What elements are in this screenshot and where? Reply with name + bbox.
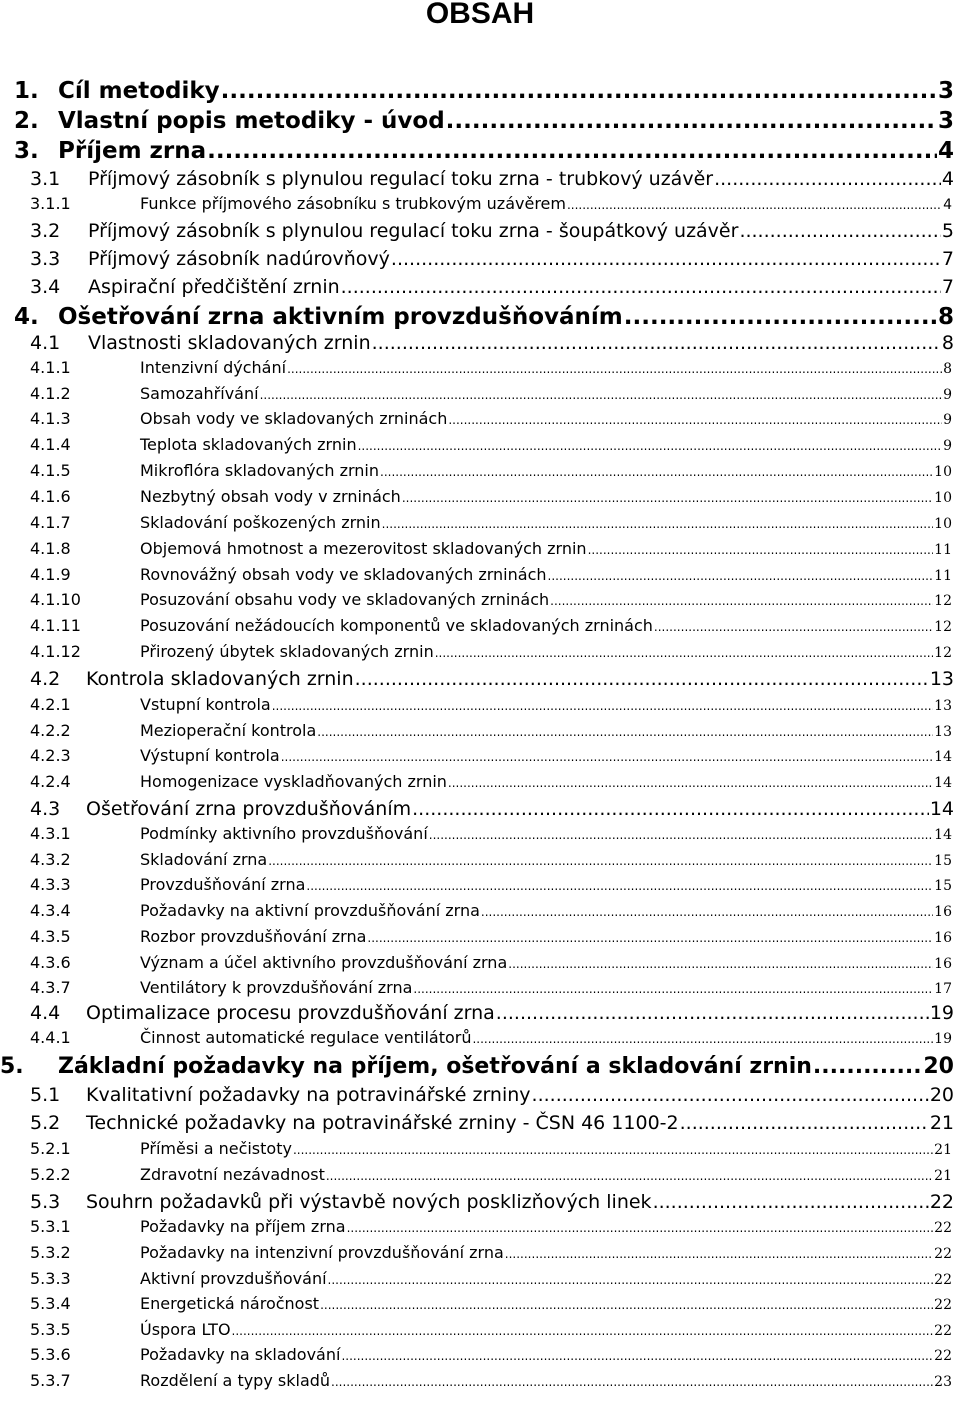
toc-entry-number: 4.1.6 <box>30 487 71 506</box>
toc-entry-title: Aspirační předčištění zrnin <box>88 276 340 298</box>
toc-entry-title: Homogenizace vyskladňovaných zrnin <box>140 772 447 791</box>
toc-entry[interactable] <box>0 461 960 480</box>
toc-entry-leader <box>413 982 933 996</box>
toc-entry-title: Přirozený úbytek skladovaných zrnin <box>140 642 434 661</box>
toc-entry-leader <box>624 304 937 330</box>
toc-entry-leader <box>402 491 933 505</box>
toc-entry-page: 22 <box>934 1297 952 1313</box>
toc-entry-number: 4.1.12 <box>30 642 81 661</box>
toc-entry-leader <box>326 1169 933 1183</box>
toc-entry-number: 3. <box>14 138 39 164</box>
toc-entry-title: Skladování poškozených zrnin <box>140 513 381 532</box>
toc-entry-number: 4.3.7 <box>30 978 71 997</box>
toc-entry-number: 5.2.1 <box>30 1139 71 1158</box>
toc-entry-number: 5.3.7 <box>30 1371 71 1390</box>
toc-entry-number: 4.3.4 <box>30 901 71 920</box>
toc-entry-title: Požadavky na skladování <box>140 1345 341 1364</box>
toc-entry-page: 11 <box>934 542 952 558</box>
toc-entry[interactable] <box>0 1371 960 1390</box>
toc-entry-leader <box>347 1221 934 1235</box>
toc-entry-number: 1. <box>14 78 39 104</box>
toc-entry-title: Samozahřívání <box>140 384 259 403</box>
toc-entry-page: 16 <box>934 930 952 946</box>
toc-entry-leader <box>207 138 937 164</box>
toc-entry-leader <box>429 828 933 842</box>
toc-entry-page: 20 <box>929 1084 954 1106</box>
toc-entry-leader <box>232 1324 934 1338</box>
toc-entry-number: 5.3 <box>30 1191 61 1213</box>
toc-entry-leader <box>813 1054 922 1079</box>
toc-entry[interactable] <box>0 978 960 997</box>
toc-entry-leader <box>358 439 943 453</box>
toc-entry-leader <box>293 1143 933 1157</box>
toc-entry-number: 4.3.6 <box>30 953 71 972</box>
toc-entry-number: 5.3.3 <box>30 1269 71 1288</box>
toc-entry-number: 4.1 <box>30 332 61 354</box>
toc-entry-page: 22 <box>929 1191 954 1213</box>
toc-entry-leader <box>355 668 929 690</box>
toc-entry-title: Obsah vody ve skladovaných zrninách <box>140 409 448 428</box>
toc-entry-number: 4.4.1 <box>30 1028 71 1047</box>
toc-entry-page: 14 <box>934 749 952 765</box>
toc-entry-leader <box>714 168 941 190</box>
toc-entry-page: 11 <box>934 568 952 584</box>
toc-entry-leader <box>260 388 943 402</box>
toc-entry-title: Zdravotní nezávadnost <box>140 1165 325 1184</box>
toc-entry[interactable] <box>0 927 960 946</box>
toc-entry-number: 4.1.7 <box>30 513 71 532</box>
toc-entry-page: 4 <box>937 138 954 164</box>
toc-entry-leader <box>391 248 941 270</box>
toc-entry-title: Ošetřování zrna provzdušňováním <box>86 798 412 820</box>
toc-entry-number: 5.1 <box>30 1084 61 1106</box>
toc-entry-page: 20 <box>923 1054 954 1079</box>
toc-entry-page: 17 <box>934 981 952 997</box>
toc-entry-title: Podmínky aktivního provzdušňování <box>140 824 428 843</box>
toc-entry[interactable] <box>0 1165 960 1184</box>
toc-entry-number: 5.2.2 <box>30 1165 71 1184</box>
toc-entry-title: Příměsi a nečistoty <box>140 1139 292 1158</box>
toc-entry-page: 16 <box>934 904 952 920</box>
toc-entry-page: 22 <box>934 1220 952 1236</box>
toc-entry-page: 3 <box>937 108 954 134</box>
toc-entry-page: 8 <box>943 361 952 377</box>
toc-entry-page: 22 <box>934 1323 952 1339</box>
toc-entry-number: 4.3.1 <box>30 824 71 843</box>
toc-entry-leader <box>328 1273 934 1287</box>
toc-entry[interactable] <box>0 513 960 532</box>
toc-entry[interactable] <box>0 1345 960 1364</box>
toc-entry-number: 4.3.3 <box>30 875 71 894</box>
toc-entry-page: 21 <box>929 1112 954 1134</box>
toc-entry-page: 5 <box>941 220 954 242</box>
toc-entry-number: 4.2 <box>30 668 61 690</box>
toc-entry-number: 3.4 <box>30 276 61 298</box>
toc-entry-number: 5.3.5 <box>30 1320 71 1339</box>
toc-entry-title: Kvalitativní požadavky na potravinářské zrniny <box>86 1084 531 1106</box>
toc-entry-number: 3.3 <box>30 248 61 270</box>
toc-entry-page: 23 <box>934 1374 952 1390</box>
toc-entry[interactable] <box>0 435 960 454</box>
toc-entry-leader <box>367 931 933 945</box>
toc-entry[interactable] <box>0 824 960 843</box>
toc-entry-title: Energetická náročnost <box>140 1294 320 1313</box>
toc-entry[interactable] <box>0 772 960 791</box>
toc-entry-title: Vstupní kontrola <box>140 695 271 714</box>
toc-entry-title: Posuzování obsahu vody ve skladovaných zrninách <box>140 590 550 609</box>
toc-entry-number: 4.2.4 <box>30 772 71 791</box>
toc-entry-page: 10 <box>934 464 952 480</box>
toc-entry-page: 15 <box>934 853 952 869</box>
toc-entry-number: 2. <box>14 108 39 134</box>
toc-entry[interactable] <box>0 721 960 740</box>
toc-entry-leader <box>341 1349 933 1363</box>
toc-entry[interactable] <box>0 78 960 104</box>
toc-entry-page: 9 <box>943 438 952 454</box>
toc-entry-number: 4.2.2 <box>30 721 71 740</box>
toc-entry-title: Souhrn požadavků při výstavbě nových posklizňových linek <box>86 1191 652 1213</box>
toc-entry[interactable] <box>0 642 960 661</box>
toc-entry-number: 3.2 <box>30 220 61 242</box>
toc-entry-title: Rovnovážný obsah vody ve skladovaných zrninách <box>140 565 547 584</box>
toc-entry[interactable] <box>0 332 960 354</box>
toc-entry-page: 13 <box>929 668 954 690</box>
toc-entry-number: 5.3.2 <box>30 1243 71 1262</box>
toc-entry-title: Provzdušňování zrna <box>140 875 306 894</box>
toc-entry-page: 14 <box>934 775 952 791</box>
toc-entry-title: Technické požadavky na potravinářské zrniny - ČSN 46 1100-2 <box>86 1112 679 1134</box>
toc-entry-leader <box>654 620 933 634</box>
toc-entry-page: 12 <box>934 645 952 661</box>
toc-entry[interactable] <box>0 1002 960 1024</box>
toc-entry[interactable] <box>0 1217 960 1236</box>
toc-entry-number: 4. <box>14 304 39 330</box>
toc-entry-page: 8 <box>937 304 954 330</box>
toc-entry-leader <box>550 594 933 608</box>
toc-entry-leader <box>382 517 934 531</box>
toc-entry[interactable] <box>0 668 960 690</box>
toc-entry-title: Optimalizace procesu provzdušňování zrna <box>86 1002 495 1024</box>
toc-entry-title: Cíl metodiky <box>58 78 220 104</box>
toc-entry-page: 9 <box>943 412 952 428</box>
toc-entry-number: 4.1.10 <box>30 590 81 609</box>
toc-entry-leader <box>653 1191 929 1213</box>
toc-entry[interactable] <box>0 875 960 894</box>
toc-entry-number: 4.1.9 <box>30 565 71 584</box>
toc-entry-title: Aktivní provzdušňování <box>140 1269 327 1288</box>
toc-entry-number: 5.3.6 <box>30 1345 71 1364</box>
toc-entry-leader <box>331 1375 933 1389</box>
toc-entry-title: Intenzivní dýchání <box>140 358 287 377</box>
toc-entry[interactable] <box>0 901 960 920</box>
toc-entry-leader <box>281 750 933 764</box>
toc-entry-title: Ventilátory k provzdušňování zrna <box>140 978 413 997</box>
toc-entry-leader <box>588 543 934 557</box>
toc-entry[interactable] <box>0 1028 960 1047</box>
toc-entry-leader <box>448 413 942 427</box>
toc-entry-number: 4.1.8 <box>30 539 71 558</box>
toc-entry-leader <box>272 699 933 713</box>
toc-entry-title: Příjem zrna <box>58 138 207 164</box>
toc-entry[interactable] <box>0 1243 960 1262</box>
toc-entry-leader <box>268 854 933 868</box>
toc-entry[interactable] <box>0 168 960 190</box>
toc-entry[interactable] <box>0 590 960 609</box>
toc-entry-page: 13 <box>934 698 952 714</box>
toc-entry-title: Vlastní popis metodiky - úvod <box>58 108 445 134</box>
toc-entry-page: 22 <box>934 1246 952 1262</box>
toc-entry-number: 3.1 <box>30 168 61 190</box>
toc-entry[interactable] <box>0 358 960 377</box>
toc-entry-page: 15 <box>934 878 952 894</box>
toc-entry-page: 8 <box>941 332 954 354</box>
toc-entry[interactable] <box>0 409 960 428</box>
toc-entry-leader <box>380 465 933 479</box>
toc-entry[interactable] <box>0 138 960 164</box>
toc-entry-page: 7 <box>941 276 954 298</box>
toc-entry-page: 14 <box>929 798 954 820</box>
toc-entry-number: 4.2.3 <box>30 746 71 765</box>
toc-entry-title: Základní požadavky na příjem, ošetřování a skladování zrnin <box>58 1054 812 1079</box>
toc-entry-title: Mezioperační kontrola <box>140 721 317 740</box>
toc-entry[interactable] <box>0 194 960 213</box>
toc-entry-number: 5.3.4 <box>30 1294 71 1313</box>
toc-entry-leader <box>481 905 933 919</box>
toc-entry-number: 4.1.11 <box>30 616 81 635</box>
toc-entry[interactable] <box>0 850 960 869</box>
toc-entry-leader <box>739 220 940 242</box>
toc-entry[interactable] <box>0 539 960 558</box>
toc-entry-leader <box>412 798 929 820</box>
toc-entry-leader <box>221 78 937 104</box>
toc-entry[interactable] <box>0 1139 960 1158</box>
toc-entry[interactable] <box>0 108 960 134</box>
toc-entry-title: Rozdělení a typy skladů <box>140 1371 331 1390</box>
toc-entry-page: 10 <box>934 516 952 532</box>
toc-entry[interactable] <box>0 487 960 506</box>
toc-entry[interactable] <box>0 1191 960 1213</box>
toc-entry-leader <box>496 1002 929 1024</box>
toc-entry-number: 4.4 <box>30 1002 61 1024</box>
toc-entry-page: 3 <box>937 78 954 104</box>
toc-entry[interactable] <box>0 1112 960 1134</box>
toc-entry-page: 16 <box>934 956 952 972</box>
toc-entry-number: 4.3 <box>30 798 61 820</box>
toc-entry-number: 4.2.1 <box>30 695 71 714</box>
toc-entry-title: Rozbor provzdušňování zrna <box>140 927 367 946</box>
toc-entry-leader <box>317 725 933 739</box>
toc-entry[interactable] <box>0 1054 960 1079</box>
toc-entry-title: Úspora LTO <box>140 1320 231 1339</box>
toc-entry[interactable] <box>0 616 960 635</box>
toc-entry-title: Objemová hmotnost a mezerovitost skladovaných zrnin <box>140 539 587 558</box>
toc-entry-number: 4.3.2 <box>30 850 71 869</box>
toc-entry-page: 12 <box>934 619 952 635</box>
toc-entry[interactable] <box>0 384 960 403</box>
toc-entry-title: Mikroflóra skladovaných zrnin <box>140 461 379 480</box>
toc-entry-page: 9 <box>943 387 952 403</box>
toc-entry-page: 22 <box>934 1272 952 1288</box>
toc-entry-number: 4.1.2 <box>30 384 71 403</box>
toc-entry[interactable] <box>0 220 960 242</box>
toc-entry-number: 3.1.1 <box>30 194 71 213</box>
toc-entry[interactable] <box>0 695 960 714</box>
toc-entry[interactable] <box>0 276 960 298</box>
toc-entry-leader <box>446 108 937 134</box>
toc-entry-title: Příjmový zásobník s plynulou regulací toku zrna - šoupátkový uzávěr <box>88 220 739 242</box>
toc-entry-page: 13 <box>934 724 952 740</box>
toc-entry-page: 12 <box>934 593 952 609</box>
toc-entry-leader <box>505 1247 933 1261</box>
toc-entry-leader <box>472 1032 933 1046</box>
toc-entry-leader <box>680 1112 929 1134</box>
toc-entry-title: Činnost automatické regulace ventilátorů <box>140 1028 472 1047</box>
toc-entry-title: Požadavky na intenzivní provzdušňování zrna <box>140 1243 504 1262</box>
toc-entry-leader <box>341 276 941 298</box>
toc-entry-title: Význam a účel aktivního provzdušňování zrna <box>140 953 508 972</box>
toc-entry-leader <box>548 569 934 583</box>
toc-entry-leader <box>567 198 942 212</box>
toc-entry-leader <box>320 1298 933 1312</box>
toc-entry-leader <box>306 879 933 893</box>
toc-entry[interactable] <box>0 746 960 765</box>
toc-entry-number: 4.1.5 <box>30 461 71 480</box>
toc-entry-leader <box>372 332 941 354</box>
toc-entry-title: Požadavky na příjem zrna <box>140 1217 346 1236</box>
toc-entry[interactable] <box>0 1084 960 1106</box>
toc-entry-leader <box>448 776 933 790</box>
toc-entry-page: 21 <box>934 1142 952 1158</box>
toc-entry-page: 19 <box>934 1031 952 1047</box>
toc-entry[interactable] <box>0 953 960 972</box>
toc-entry-leader <box>508 957 933 971</box>
toc-entry-title: Požadavky na aktivní provzdušňování zrna <box>140 901 480 920</box>
toc-entry-leader <box>435 646 933 660</box>
toc-entry-number: 4.3.5 <box>30 927 71 946</box>
toc-entry-leader <box>532 1084 929 1106</box>
toc-entry[interactable] <box>0 798 960 820</box>
toc-entry-title: Příjmový zásobník nadúrovňový <box>88 248 390 270</box>
toc-entry-page: 22 <box>934 1348 952 1364</box>
toc-entry-title: Posuzování nežádoucích komponentů ve skladovaných zrninách <box>140 616 653 635</box>
toc-entry[interactable] <box>0 1294 960 1313</box>
toc-entry-page: 7 <box>941 248 954 270</box>
toc-entry-leader <box>287 362 942 376</box>
toc-entry-page: 10 <box>934 490 952 506</box>
toc-entry-title: Skladování zrna <box>140 850 268 869</box>
toc-entry-title: Vlastnosti skladovaných zrnin <box>88 332 371 354</box>
toc-entry-title: Výstupní kontrola <box>140 746 280 765</box>
toc-entry-number: 4.1.3 <box>30 409 71 428</box>
toc-entry-title: Funkce příjmového zásobníku s trubkovým uzávěrem <box>140 194 566 213</box>
toc-entry-page: 21 <box>934 1168 952 1184</box>
page-title: OBSAH <box>425 0 535 30</box>
toc-entry-title: Ošetřování zrna aktivním provzdušňováním <box>58 304 623 330</box>
toc-entry-number: 5. <box>0 1054 24 1079</box>
toc-entry[interactable] <box>0 565 960 584</box>
toc-entry[interactable] <box>0 1320 960 1339</box>
toc-entry[interactable] <box>0 1269 960 1288</box>
toc-entry-page: 19 <box>929 1002 954 1024</box>
toc-entry-page: 4 <box>941 168 954 190</box>
toc-entry-number: 4.1.1 <box>30 358 71 377</box>
toc-entry-page: 4 <box>943 197 952 213</box>
toc-entry-title: Nezbytný obsah vody v zrninách <box>140 487 401 506</box>
toc-entry-title: Kontrola skladovaných zrnin <box>86 668 354 690</box>
toc-entry[interactable] <box>0 248 960 270</box>
toc-entry-number: 5.2 <box>30 1112 61 1134</box>
toc-entry-number: 5.3.1 <box>30 1217 71 1236</box>
toc-entry[interactable] <box>0 304 960 330</box>
toc-entry-number: 4.1.4 <box>30 435 71 454</box>
toc-entry-title: Teplota skladovaných zrnin <box>140 435 357 454</box>
toc-entry-title: Příjmový zásobník s plynulou regulací toku zrna - trubkový uzávěr <box>88 168 714 190</box>
toc-entry-page: 14 <box>934 827 952 843</box>
